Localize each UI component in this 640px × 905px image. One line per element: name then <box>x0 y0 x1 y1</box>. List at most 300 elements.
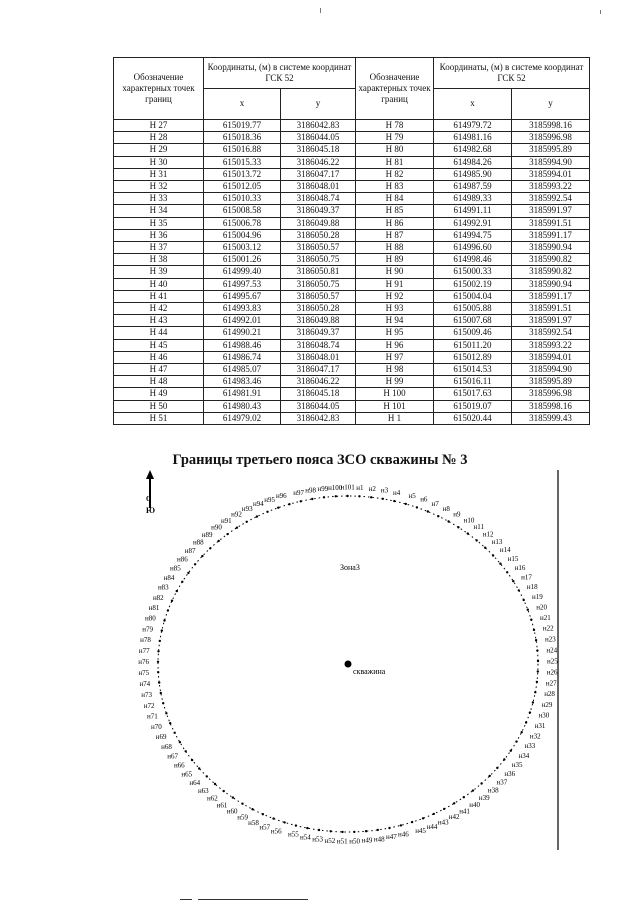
coord-x: 615008.58 <box>204 205 281 217</box>
boundary-point-label: н73 <box>141 691 152 699</box>
table-row <box>114 120 590 132</box>
boundary-point-marker <box>241 803 243 805</box>
coord-x: 615002.19 <box>434 278 512 290</box>
coord-x: 615014.53 <box>434 364 512 376</box>
point-id: Н 99 <box>356 376 434 388</box>
boundary-point-label: н37 <box>496 778 508 787</box>
point-id: Н 42 <box>114 303 204 315</box>
boundary-point-marker <box>277 507 279 509</box>
boundary-point-marker <box>176 590 178 592</box>
boundary-point-label: н29 <box>541 701 553 709</box>
point-id: Н 30 <box>114 156 204 168</box>
boundary-point-marker <box>536 681 538 683</box>
coord-x: 614983.46 <box>204 376 281 388</box>
point-id: Н 79 <box>356 132 434 144</box>
boundary-point-marker <box>537 670 539 672</box>
boundary-point-label: н4 <box>392 488 401 497</box>
boundary-point-marker <box>323 496 325 498</box>
boundary-point-marker <box>393 500 395 502</box>
table-row <box>114 217 590 229</box>
boundary-point-label: н79 <box>142 625 153 634</box>
boundary-point-marker <box>353 831 355 833</box>
coord-y: 3185991.97 <box>512 205 590 217</box>
boundary-point-marker <box>162 702 164 704</box>
coord-y: 3185994.01 <box>512 351 590 363</box>
point-id: Н 78 <box>356 120 434 132</box>
boundary-point-label: н70 <box>151 722 162 731</box>
boundary-point-label: н41 <box>459 807 470 816</box>
boundary-point-label: н5 <box>408 491 416 500</box>
boundary-point-label: н97 <box>293 489 304 497</box>
boundary-point-marker <box>472 789 474 791</box>
boundary-point-marker <box>467 532 469 534</box>
boundary-point-marker <box>530 619 532 621</box>
boundary-point-marker <box>194 563 196 565</box>
boundary-point-label: н59 <box>237 813 248 822</box>
point-id: Н 27 <box>114 120 204 132</box>
boundary-point-marker <box>489 775 491 777</box>
coord-x: 614981.91 <box>204 388 281 400</box>
coord-y: 3186044.05 <box>281 132 356 144</box>
boundary-point-label: н28 <box>544 690 555 699</box>
boundary-point-label: н81 <box>148 604 160 613</box>
table-row <box>114 242 590 254</box>
coord-y: 3185994.90 <box>512 156 590 168</box>
coord-y: 3186047.17 <box>281 168 356 180</box>
scan-mark <box>600 10 601 14</box>
coord-x: 614997.53 <box>204 278 281 290</box>
boundary-point-marker <box>523 599 525 601</box>
coord-x: 615003.12 <box>204 242 281 254</box>
point-id: Н 90 <box>356 266 434 278</box>
point-id: Н 86 <box>356 217 434 229</box>
boundary-point-label: н64 <box>189 779 201 787</box>
table-row <box>114 364 590 376</box>
point-id: Н 87 <box>356 229 434 241</box>
boundary-point-label: н86 <box>177 555 188 564</box>
boundary-point-label: н77 <box>138 647 150 656</box>
north-label: С <box>146 495 152 503</box>
boundary-point-marker <box>161 629 163 631</box>
boundary-point-label: н92 <box>231 510 242 519</box>
coord-x: 614990.21 <box>204 327 281 339</box>
boundary-point-marker <box>341 831 343 833</box>
header-point-designation: Обозначение характерных точек границ <box>114 58 204 120</box>
boundary-point-label: н63 <box>197 786 209 795</box>
coord-y: 3185991.17 <box>512 229 590 241</box>
point-id: Н 38 <box>114 254 204 266</box>
boundary-point-label: н91 <box>220 516 232 525</box>
boundary-point-marker <box>163 619 165 621</box>
boundary-point-marker <box>405 503 407 505</box>
boundary-point-label: н42 <box>448 813 460 822</box>
boundary-point-label: н61 <box>216 801 228 810</box>
boundary-point-marker <box>318 829 320 831</box>
boundary-point-label: н47 <box>386 833 397 842</box>
header-point-designation: Обозначение характерных точек границ <box>356 58 434 120</box>
well-marker <box>345 661 352 668</box>
coord-y: 3185991.51 <box>512 303 590 315</box>
boundary-point-marker <box>536 649 538 651</box>
boundary-point-marker <box>295 824 297 826</box>
point-id: Н 48 <box>114 376 204 388</box>
boundary-point-marker <box>157 650 159 652</box>
boundary-point-label: н10 <box>463 516 475 525</box>
coord-x: 614979.02 <box>204 412 281 424</box>
boundary-point-label: н80 <box>145 614 156 623</box>
coord-x: 615018.36 <box>204 132 281 144</box>
boundary-point-marker <box>209 547 211 549</box>
point-id: Н 49 <box>114 388 204 400</box>
boundary-point-label: н33 <box>524 742 536 751</box>
boundary-point-label: н17 <box>521 573 532 582</box>
coord-x: 614994.75 <box>434 229 512 241</box>
boundary-point-marker <box>480 782 482 784</box>
boundary-point-marker <box>187 572 189 574</box>
boundary-point-label: н72 <box>143 701 155 710</box>
boundary-point-label: н43 <box>437 818 449 827</box>
boundary-point-marker <box>512 580 514 582</box>
coord-x: 615000.33 <box>434 266 512 278</box>
boundary-point-marker <box>476 539 478 541</box>
boundary-point-label: н75 <box>138 669 150 678</box>
boundary-point-marker <box>232 796 234 798</box>
south-label: Ю <box>146 506 156 515</box>
coord-x: 615020.44 <box>434 412 512 424</box>
boundary-point-label: н69 <box>155 733 167 741</box>
point-id: Н 45 <box>114 339 204 351</box>
table-row <box>114 315 590 327</box>
boundary-point-label: н35 <box>511 761 523 770</box>
coord-y: 3185990.94 <box>512 278 590 290</box>
boundary-point-marker <box>157 671 159 673</box>
boundary-point-label: н31 <box>534 722 546 731</box>
boundary-point-label: н38 <box>487 786 499 795</box>
coord-y: 3185991.51 <box>512 217 590 229</box>
coord-y: 3186050.75 <box>281 278 356 290</box>
boundary-point-marker <box>165 712 167 714</box>
point-id: Н 91 <box>356 278 434 290</box>
well-label: скважина <box>353 667 386 676</box>
coord-y: 3186042.83 <box>281 412 356 424</box>
boundary-point-marker <box>534 691 536 693</box>
point-id: Н 50 <box>114 400 204 412</box>
boundary-point-label: н96 <box>275 492 287 501</box>
boundary-point-label: н24 <box>546 646 558 655</box>
table-row <box>114 376 590 388</box>
header-coordinates: Координаты, (м) в системе координат ГСК 52 <box>434 58 590 89</box>
boundary-point-marker <box>181 581 183 583</box>
boundary-point-marker <box>506 571 508 573</box>
point-id: Н 81 <box>356 156 434 168</box>
boundary-point-label: н40 <box>469 800 481 809</box>
coord-y: 3186050.28 <box>281 229 356 241</box>
boundary-point-label: н51 <box>336 837 348 846</box>
boundary-point-label: н49 <box>361 836 373 845</box>
point-id: Н 98 <box>356 364 434 376</box>
coord-x: 615015.33 <box>204 156 281 168</box>
boundary-point-label: н57 <box>259 823 271 832</box>
coord-x: 614986.74 <box>204 351 281 363</box>
point-id: Н 82 <box>356 168 434 180</box>
boundary-point-label: н82 <box>152 593 164 602</box>
coord-x: 614987.59 <box>434 181 512 193</box>
boundary-point-marker <box>218 540 220 542</box>
coord-y: 3186042.83 <box>281 120 356 132</box>
coord-y: 3186049.37 <box>281 205 356 217</box>
boundary-point-marker <box>518 589 520 591</box>
boundary-point-marker <box>532 701 534 703</box>
coord-x: 614979.72 <box>434 120 512 132</box>
boundary-point-label: н76 <box>138 658 149 667</box>
boundary-point-label: н6 <box>420 495 428 504</box>
boundary-point-marker <box>437 515 439 517</box>
boundary-point-label: н18 <box>526 583 538 591</box>
coord-x: 614992.01 <box>204 315 281 327</box>
coord-y: 3185996.98 <box>512 388 590 400</box>
point-id: Н 101 <box>356 400 434 412</box>
point-id: Н 88 <box>356 242 434 254</box>
point-id: Н 31 <box>114 168 204 180</box>
boundary-point-marker <box>533 629 535 631</box>
boundary-point-marker <box>496 767 498 769</box>
boundary-point-label: н21 <box>540 613 551 622</box>
boundary-point-marker <box>510 750 512 752</box>
boundary-point-marker <box>527 609 529 611</box>
boundary-point-label: н12 <box>482 530 494 539</box>
boundary-point-label: н45 <box>415 827 426 836</box>
table-row <box>114 339 590 351</box>
coord-x: 615016.11 <box>434 376 512 388</box>
coord-y: 3186049.37 <box>281 327 356 339</box>
coord-x: 615017.63 <box>434 388 512 400</box>
coord-y: 3185998.16 <box>512 120 590 132</box>
boundary-point-label: н100 <box>328 483 343 492</box>
coord-x: 614993.83 <box>204 303 281 315</box>
table-row <box>114 168 590 180</box>
boundary-point-label: н13 <box>491 538 503 546</box>
coord-x: 614982.68 <box>434 144 512 156</box>
coord-y: 3185999.43 <box>512 412 590 424</box>
coord-y: 3186050.57 <box>281 290 356 302</box>
table-row <box>114 303 590 315</box>
point-id: Н 44 <box>114 327 204 339</box>
boundary-point-marker <box>427 510 429 512</box>
boundary-point-label: н94 <box>252 500 264 509</box>
boundary-point-marker <box>535 639 537 641</box>
coord-y: 3185993.22 <box>512 181 590 193</box>
boundary-point-marker <box>443 808 445 810</box>
boundary-point-marker <box>159 640 161 642</box>
boundary-point-label: н78 <box>140 636 151 645</box>
boundary-point-label: н22 <box>542 624 554 633</box>
table-row <box>114 254 590 266</box>
coord-y: 3186048.74 <box>281 193 356 205</box>
boundary-point-marker <box>201 555 203 557</box>
boundary-point-marker <box>463 796 465 798</box>
point-id: Н 96 <box>356 339 434 351</box>
coord-y: 3185998.16 <box>512 400 590 412</box>
boundary-point-label: н25 <box>547 657 558 666</box>
coord-x: 615012.89 <box>434 351 512 363</box>
boundary-point-label: н48 <box>373 835 385 844</box>
scan-mark <box>320 8 321 13</box>
boundary-point-marker <box>503 758 505 760</box>
coord-y: 3186048.01 <box>281 181 356 193</box>
boundary-point-label: н60 <box>226 807 238 816</box>
boundary-point-marker <box>288 503 290 505</box>
boundary-point-label: н93 <box>241 505 253 514</box>
coord-x: 615019.77 <box>204 120 281 132</box>
boundary-point-marker <box>169 722 171 724</box>
coord-y: 3185994.01 <box>512 168 590 180</box>
coord-x: 614989.33 <box>434 193 512 205</box>
boundary-point-marker <box>246 521 248 523</box>
header-coordinates: Координаты, (м) в системе координат ГСК 52 <box>204 58 356 89</box>
boundary-point-marker <box>388 827 390 829</box>
boundary-point-label: н9 <box>453 510 461 519</box>
coord-x: 614985.90 <box>434 168 512 180</box>
boundary-point-label: н68 <box>161 742 172 751</box>
boundary-point-marker <box>365 830 367 832</box>
coord-y: 3186048.01 <box>281 351 356 363</box>
boundary-point-label: н56 <box>270 827 282 836</box>
coord-x: 614981.16 <box>434 132 512 144</box>
boundary-point-label: н44 <box>426 823 438 832</box>
boundary-point-marker <box>416 506 418 508</box>
coord-y: 3185990.94 <box>512 242 590 254</box>
point-id: Н 41 <box>114 290 204 302</box>
boundary-point-label: н89 <box>201 530 213 539</box>
coord-y: 3186050.28 <box>281 303 356 315</box>
coord-x: 615011.20 <box>434 339 512 351</box>
boundary-point-marker <box>306 827 308 829</box>
coord-x: 615016.88 <box>204 144 281 156</box>
boundary-point-marker <box>346 495 348 497</box>
boundary-point-label: н53 <box>312 835 323 844</box>
coordinates-table <box>113 57 590 425</box>
coord-y: 3186050.81 <box>281 266 356 278</box>
coord-y: 3185990.82 <box>512 266 590 278</box>
boundary-point-marker <box>382 498 384 500</box>
boundary-point-label: н23 <box>545 635 556 644</box>
coord-y: 3185991.97 <box>512 315 590 327</box>
table-row <box>114 181 590 193</box>
boundary-point-marker <box>179 741 181 743</box>
boundary-point-label: н95 <box>264 495 275 504</box>
boundary-point-marker <box>262 813 264 815</box>
coord-y: 3185990.82 <box>512 254 590 266</box>
boundary-point-label: н11 <box>473 523 484 532</box>
boundary-point-marker <box>492 554 494 556</box>
footer-line <box>198 899 308 900</box>
boundary-point-marker <box>453 802 455 804</box>
boundary-point-marker <box>457 526 459 528</box>
table-row <box>114 132 590 144</box>
boundary-point-label: н85 <box>170 564 181 573</box>
boundary-point-marker <box>171 600 173 602</box>
boundary-point-label: н7 <box>431 499 439 508</box>
point-id: Н 51 <box>114 412 204 424</box>
boundary-point-marker <box>185 750 187 752</box>
coord-x: 615013.72 <box>204 168 281 180</box>
point-id: Н 95 <box>356 327 434 339</box>
table-row <box>114 205 590 217</box>
boundary-point-marker <box>358 495 360 497</box>
boundary-point-marker <box>370 496 372 498</box>
diagram-title: Границы третьего пояса ЗСО скважины № 3 <box>172 452 468 468</box>
boundary-point-label: н88 <box>192 538 204 547</box>
coord-y: 3186045.18 <box>281 388 356 400</box>
table-row <box>114 278 590 290</box>
boundary-point-label: н3 <box>380 486 389 495</box>
boundary-point-label: н58 <box>248 818 259 827</box>
point-id: Н 40 <box>114 278 204 290</box>
boundary-point-label: н36 <box>504 769 516 778</box>
point-id: Н 28 <box>114 132 204 144</box>
boundary-point-label: н30 <box>538 711 550 720</box>
boundary-point-marker <box>447 520 449 522</box>
point-id: Н 39 <box>114 266 204 278</box>
coord-x: 615010.33 <box>204 193 281 205</box>
boundary-point-marker <box>158 681 160 683</box>
coord-y: 3186046.22 <box>281 376 356 388</box>
boundary-point-label: н50 <box>349 837 360 846</box>
boundary-point-marker <box>223 790 225 792</box>
boundary-point-marker <box>377 829 379 831</box>
boundary-point-label: н27 <box>545 679 557 688</box>
coord-y: 3185995.89 <box>512 144 590 156</box>
coord-x: 614980.43 <box>204 400 281 412</box>
coord-x: 614999.40 <box>204 266 281 278</box>
boundary-point-label: н19 <box>532 593 543 601</box>
boundary-point-label: н1 <box>356 483 364 492</box>
boundary-point-label: н99 <box>317 484 329 493</box>
boundary-point-label: н87 <box>184 546 196 555</box>
point-id: Н 36 <box>114 229 204 241</box>
coord-y: 3185996.98 <box>512 132 590 144</box>
header-x: x <box>204 89 281 120</box>
boundary-point-marker <box>266 511 268 513</box>
header-x: x <box>434 89 512 120</box>
point-id: Н 29 <box>114 144 204 156</box>
boundary-point-label: н98 <box>305 486 316 495</box>
point-id: Н 97 <box>356 351 434 363</box>
boundary-point-marker <box>256 515 258 517</box>
boundary-point-marker <box>525 721 527 723</box>
coord-y: 3186050.75 <box>281 254 356 266</box>
table-row <box>114 412 590 424</box>
boundary-point-marker <box>499 563 501 565</box>
coord-x: 614985.07 <box>204 364 281 376</box>
zone-boundary-diagram <box>0 470 640 902</box>
boundary-point-marker <box>300 500 302 502</box>
table-row <box>114 193 590 205</box>
coord-x: 614988.46 <box>204 339 281 351</box>
table-body <box>114 120 590 425</box>
point-id: Н 37 <box>114 242 204 254</box>
boundary-point-marker <box>515 740 517 742</box>
boundary-point-label: н74 <box>139 680 151 689</box>
boundary-point-label: н14 <box>499 546 511 555</box>
header-y: y <box>512 89 590 120</box>
boundary-point-label: н101 <box>340 483 355 492</box>
boundary-point-marker <box>537 660 539 662</box>
boundary-point-marker <box>272 817 274 819</box>
boundary-point-marker <box>236 527 238 529</box>
boundary-point-marker <box>167 609 169 611</box>
point-id: Н 93 <box>356 303 434 315</box>
